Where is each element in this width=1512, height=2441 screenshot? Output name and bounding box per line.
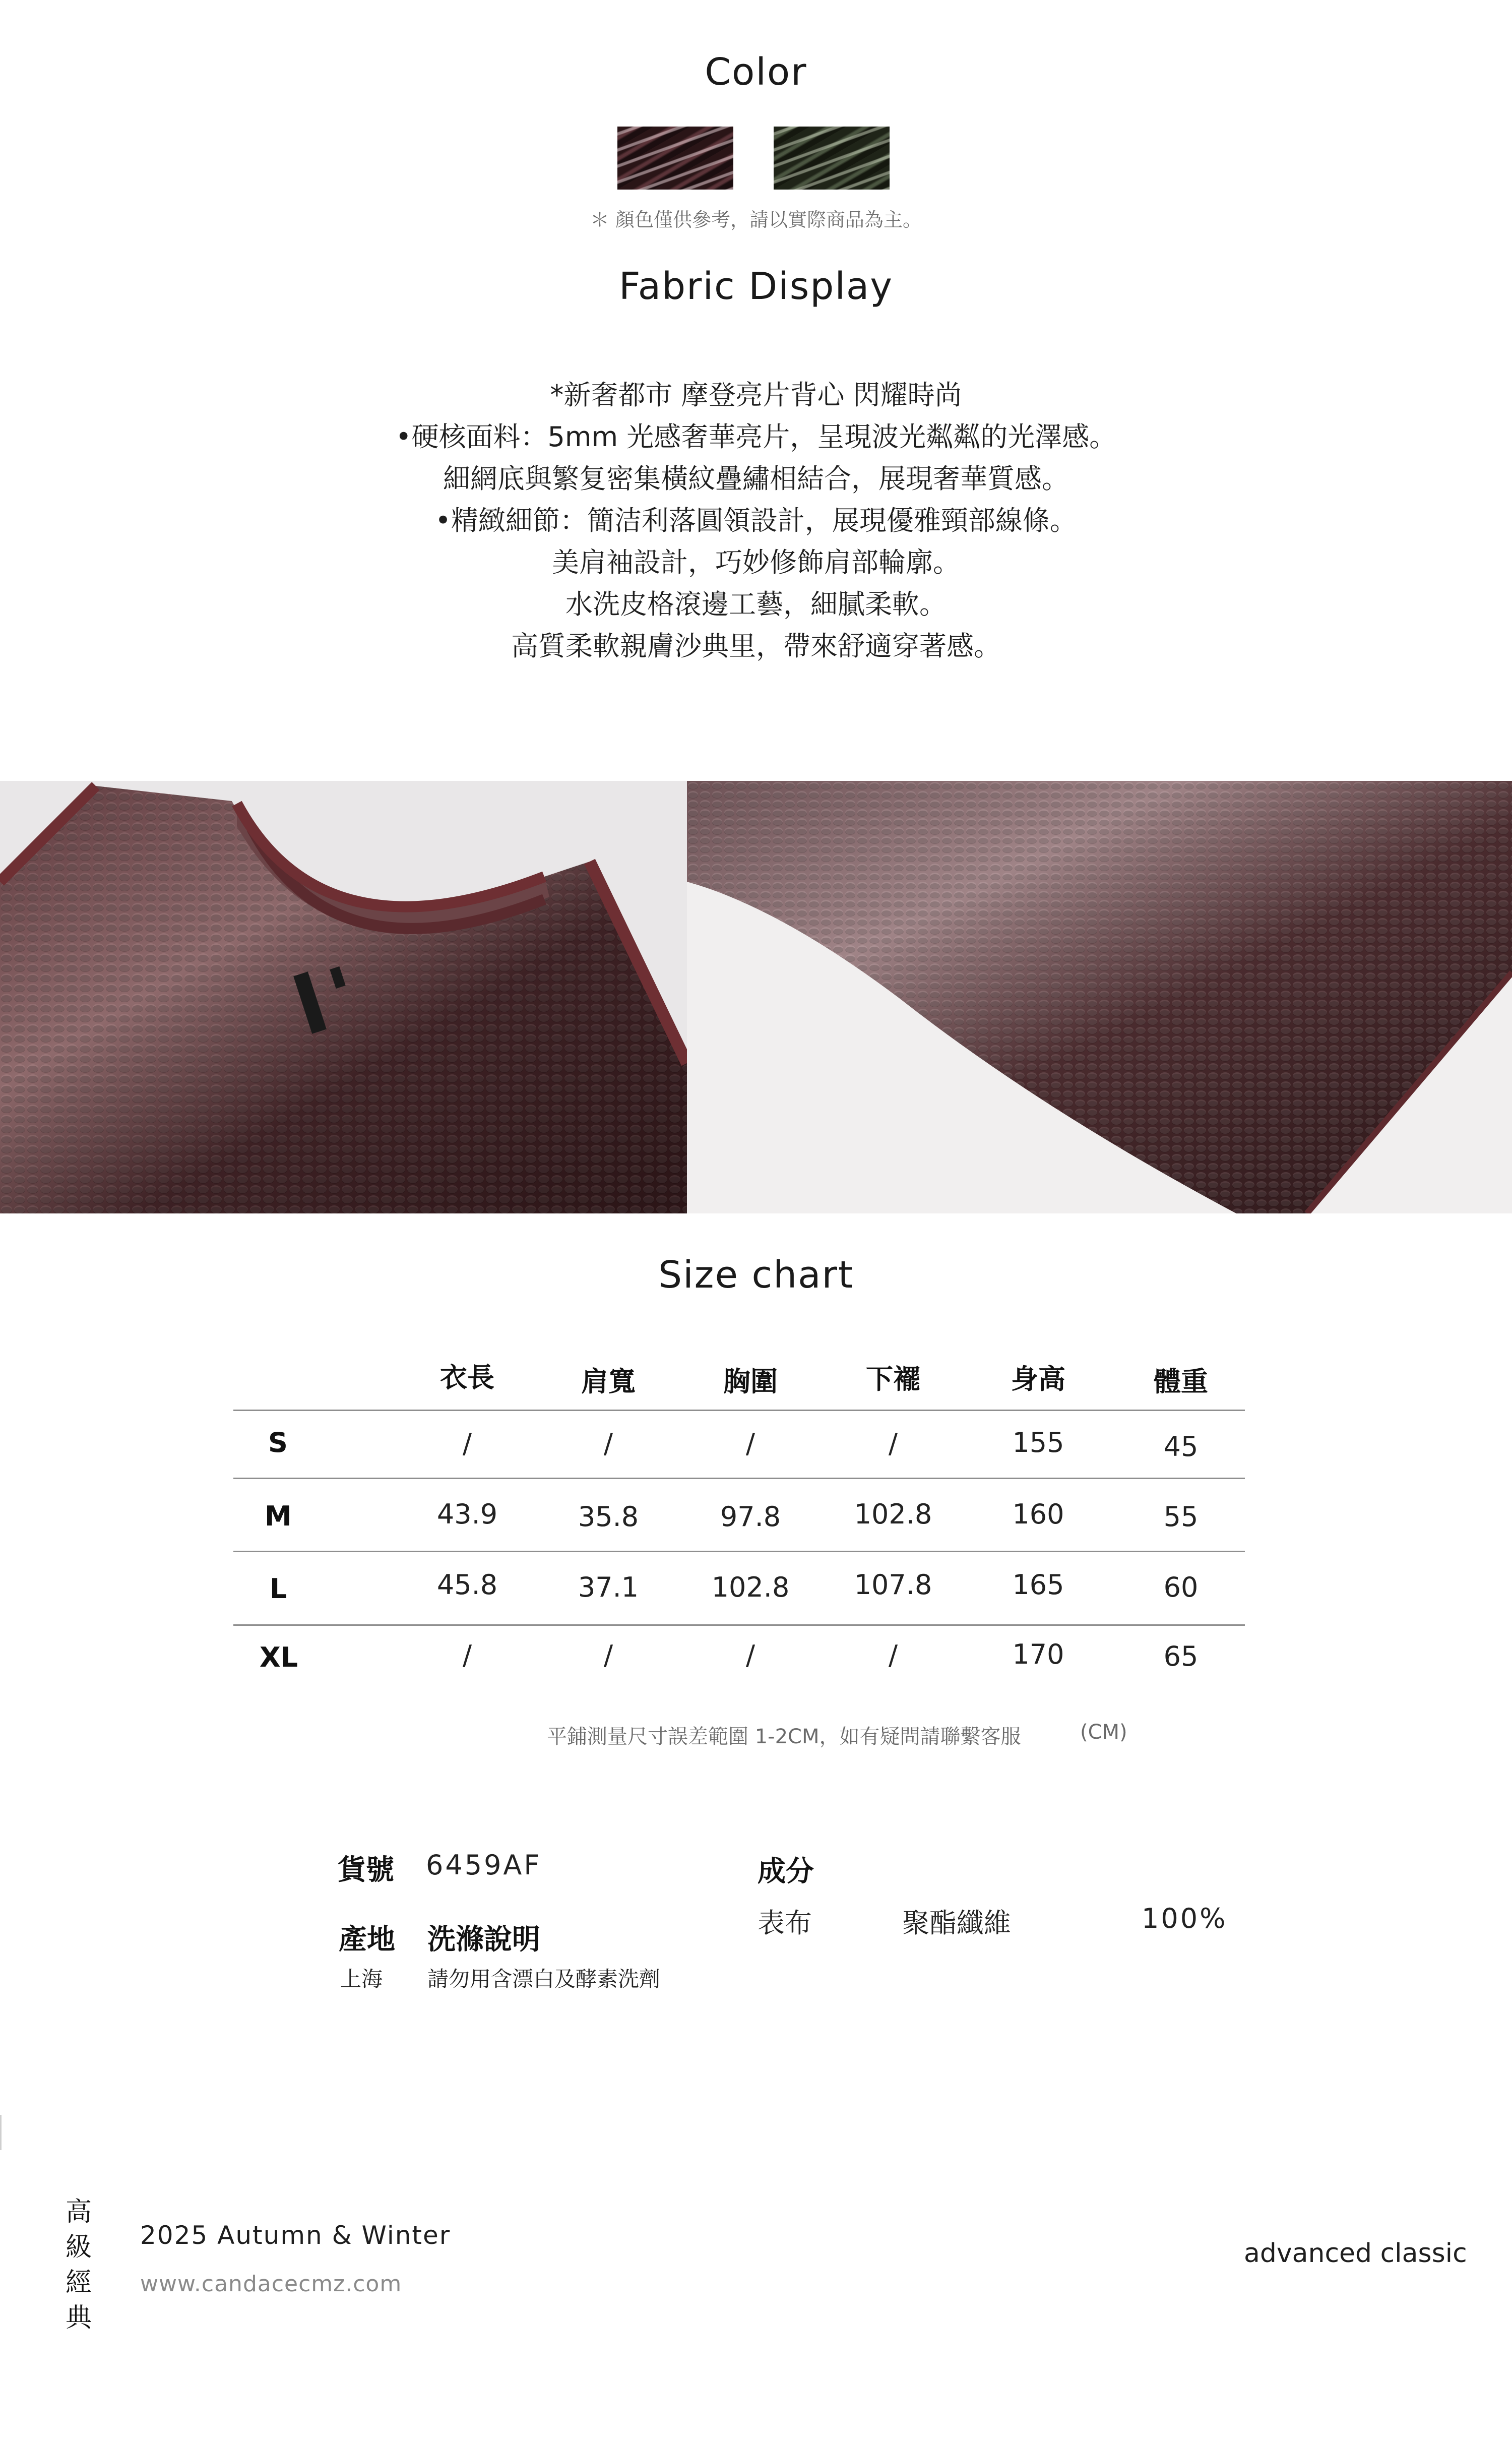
col-header: 肩寬 [581, 1366, 636, 1397]
cell: / [745, 1428, 755, 1459]
vertical-char: 典 [65, 2303, 92, 2333]
fabric-title: Fabric Display [618, 265, 894, 308]
sku-value: 6459AF [426, 1849, 542, 1881]
vertical-char: 經 [65, 2268, 92, 2298]
cell: / [462, 1428, 472, 1459]
cell: 55 [1163, 1501, 1199, 1533]
tagline: advanced classic [1244, 2238, 1467, 2269]
cell: / [603, 1428, 613, 1459]
fabric-description [0, 374, 1512, 667]
size-label: M [265, 1500, 292, 1532]
fabric-line: 高質柔軟親膚沙典里，帶來舒適穿著感。 [511, 630, 1001, 662]
cell: 97.8 [720, 1501, 781, 1533]
cell: 35.8 [578, 1501, 639, 1533]
size-label: L [270, 1573, 287, 1605]
origin-value: 上海 [340, 1967, 383, 1991]
cell: / [888, 1428, 898, 1459]
cell: 45.8 [436, 1569, 498, 1601]
cell: 155 [1012, 1427, 1064, 1458]
color-note: ＊ 顏色僅供參考，請以實際商品為主。 [590, 209, 922, 231]
col-header: 體重 [1154, 1366, 1208, 1397]
website-link[interactable]: www.candacecmz.com [140, 2271, 402, 2297]
fabric-line: •硬核面料：5mm 光感奢華亮片，呈現波光粼粼的光澤感。 [395, 421, 1117, 453]
col-header: 身高 [1011, 1363, 1065, 1395]
size-label: S [268, 1427, 288, 1458]
table-rule [233, 1410, 1245, 1411]
fabric-line: *新奢都市 摩登亮片背心 閃耀時尚 [550, 379, 962, 411]
cell: 102.8 [711, 1571, 790, 1603]
size-label: XL [260, 1641, 298, 1673]
cell: 107.8 [854, 1569, 932, 1601]
cell: / [603, 1639, 613, 1671]
composition-label: 成分 [758, 1855, 814, 1888]
vertical-char: 級 [65, 2232, 92, 2263]
fabric-line: 美肩袖設計，巧妙修飾肩部輪廓。 [552, 546, 960, 578]
table-rule [233, 1478, 1245, 1479]
composition-material: 聚酯纖維 [902, 1907, 1011, 1939]
size-note: 平鋪測量尺寸誤差範圍 1-2CM，如有疑問請聯繫客服 [547, 1725, 1021, 1748]
cell: / [745, 1639, 755, 1671]
composition-part: 表布 [758, 1907, 812, 1939]
care-value: 請勿用含漂白及酵素洗劑 [427, 1967, 661, 1991]
vertical-char: 高 [65, 2197, 92, 2227]
color-title: Color [705, 50, 807, 94]
col-header: 衣長 [440, 1362, 494, 1393]
edge-mark [0, 2115, 2, 2150]
col-header: 胸圍 [723, 1366, 778, 1397]
cell: 165 [1012, 1569, 1064, 1601]
care-label: 洗滌說明 [427, 1923, 540, 1956]
cell: 160 [1012, 1498, 1064, 1530]
swatch-brown[interactable] [617, 127, 733, 190]
col-header: 下襬 [866, 1363, 920, 1395]
fabric-line: 水洗皮格滾邊工藝，細膩柔軟。 [565, 588, 947, 620]
hem-photo [687, 781, 1512, 1213]
cell: 45 [1163, 1431, 1199, 1462]
neckline-photo [0, 781, 687, 1213]
size-chart-title: Size chart [658, 1253, 854, 1297]
fabric-line: •精緻細節：簡洁利落圓領設計，展現優雅頸部線條。 [435, 505, 1077, 536]
fabric-line: 細網底與繁复密集橫紋疊繡相結合，展現奢華質感。 [443, 463, 1069, 495]
sku-label: 貨號 [338, 1854, 394, 1886]
cell: 37.1 [578, 1571, 639, 1603]
cell: 102.8 [854, 1498, 932, 1530]
cell: / [888, 1639, 898, 1671]
table-rule [233, 1551, 1245, 1552]
cell: 43.9 [436, 1498, 498, 1530]
cell: / [462, 1639, 472, 1671]
swatch-olive[interactable] [774, 127, 890, 190]
origin-label: 產地 [339, 1923, 395, 1956]
season-text: 2025 Autumn & Winter [140, 2221, 451, 2250]
cell: 65 [1163, 1640, 1199, 1672]
size-unit: (CM) [1080, 1721, 1127, 1744]
composition-percent: 100% [1142, 1903, 1228, 1934]
table-rule [233, 1624, 1245, 1626]
cell: 60 [1163, 1571, 1199, 1603]
cell: 170 [1012, 1638, 1064, 1670]
